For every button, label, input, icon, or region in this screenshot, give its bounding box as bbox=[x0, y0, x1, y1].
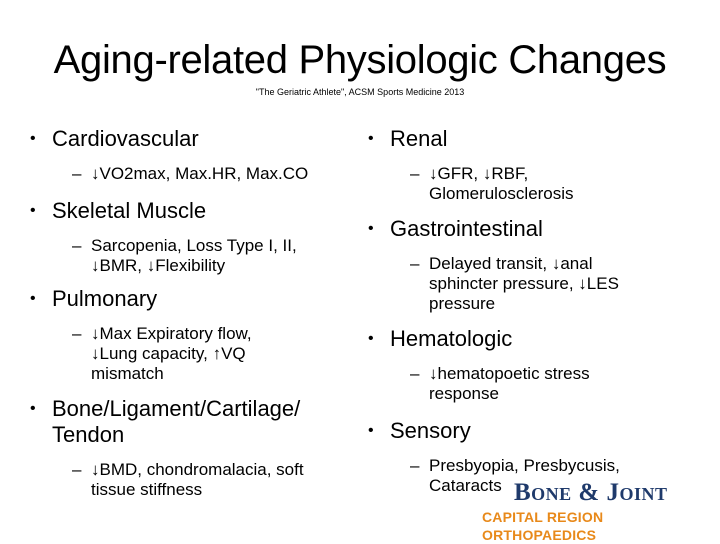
section-heading: Sensory bbox=[390, 418, 471, 443]
section-detail: ↓hematopoetic stress response bbox=[429, 364, 590, 403]
bullet-icon: • bbox=[368, 422, 374, 439]
dash-icon: – bbox=[72, 460, 82, 479]
bullet-icon: • bbox=[368, 220, 374, 237]
logo-main-text: Bone & Joint bbox=[514, 479, 668, 506]
section-heading: Renal bbox=[390, 126, 448, 151]
section-detail: ↓BMD, chondromalacia, soft tissue stiffness bbox=[91, 460, 304, 499]
section-heading: Hematologic bbox=[390, 326, 513, 351]
bullet-icon: • bbox=[30, 400, 36, 417]
bullet-icon: • bbox=[368, 130, 374, 147]
dash-icon: – bbox=[410, 254, 420, 273]
section-detail: Delayed transit, ↓anal sphincter pressure, ↓LES pressure bbox=[429, 254, 619, 313]
bullet-icon: • bbox=[368, 330, 374, 347]
left-column bbox=[30, 126, 360, 500]
dash-icon: – bbox=[72, 236, 82, 255]
section-detail: Sarcopenia, Loss Type I, II, ↓BMR, ↓Flexibility bbox=[91, 236, 297, 275]
section-detail: ↓Max Expiratory flow, ↓Lung capacity, ↑VQ mismatch bbox=[91, 324, 252, 383]
bone-joint-logo bbox=[480, 478, 720, 544]
slide-subtitle: "The Geriatric Athlete", ACSM Sports Medicine 2013 bbox=[255, 87, 465, 97]
bullet-icon: • bbox=[30, 290, 36, 307]
dash-icon: – bbox=[72, 324, 82, 343]
section-skeletal-muscle bbox=[30, 198, 360, 276]
dash-icon: – bbox=[410, 164, 420, 183]
section-detail: ↓GFR, ↓RBF, Glomerulosclerosis bbox=[429, 164, 574, 203]
section-detail: Presbyopia, Presbycusis, Cataracts bbox=[429, 456, 620, 495]
dash-icon: – bbox=[410, 456, 420, 475]
dash-icon: – bbox=[72, 164, 82, 183]
section-renal bbox=[368, 126, 698, 204]
section-detail: ↓VO2max, Max.HR, Max.CO bbox=[91, 164, 309, 183]
section-bone-ligament bbox=[30, 396, 360, 500]
section-hematologic bbox=[368, 326, 698, 404]
bullet-icon: • bbox=[30, 202, 36, 219]
bullet-icon: • bbox=[30, 130, 36, 147]
right-column bbox=[368, 126, 698, 496]
section-heading: Cardiovascular bbox=[52, 126, 199, 151]
section-heading: Skeletal Muscle bbox=[52, 198, 207, 223]
logo-sub-text: CAPITAL REGION ORTHOPAEDICS bbox=[482, 509, 604, 543]
section-heading: Bone/Ligament/Cartilage/ Tendon bbox=[52, 396, 301, 447]
section-gastrointestinal bbox=[368, 216, 698, 314]
section-heading: Gastrointestinal bbox=[390, 216, 543, 241]
section-pulmonary bbox=[30, 286, 360, 384]
dash-icon: – bbox=[410, 364, 420, 383]
section-heading: Pulmonary bbox=[52, 286, 158, 311]
slide-title: Aging-related Physiologic Changes bbox=[53, 38, 667, 82]
section-cardiovascular bbox=[30, 126, 360, 184]
